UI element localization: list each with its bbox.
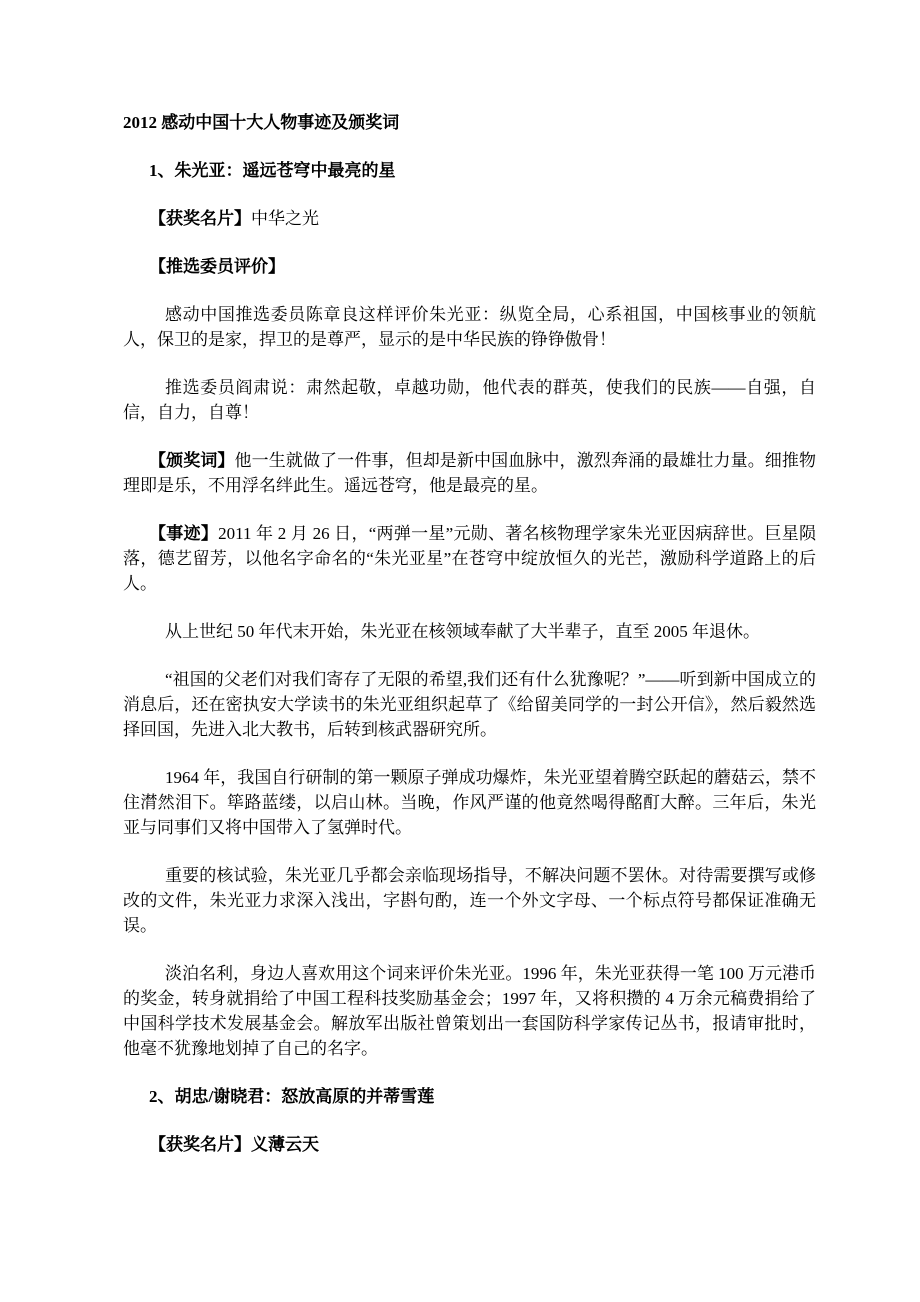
award-card-label-2: 【获奖名片】 [149,1135,251,1154]
document-title: 2012 感动中国十大人物事迹及颁奖词 [123,113,400,132]
committee-review-heading [123,254,816,279]
deeds-paragraph [123,521,816,596]
committee-review-label: 【推选委员评价】 [149,257,285,276]
paragraph-donations: 淡泊名利，身边人喜欢用这个词来评价朱光亚。1996 年，朱光亚获得一笔 100 万元港币的奖金，转身就捐给了中国工程科技奖励基金会；1997 年，又将积攒的 4 万余元稿费捐给了中国科学技术发展基金会。解放军出版社曾策划出一套国防科学家传记丛书，报请审批时，他毫不犹豫地划掉了自己的名字。 [123,964,816,1058]
paragraph-career: 从上世纪 50 年代末开始，朱光亚在核领域奉献了大半辈子，直至 2005 年退休。 [165,622,760,641]
award-card-label-1: 【获奖名片】 [149,209,251,228]
paragraph-open-letter: “祖国的父老们对我们寄存了无限的希望,我们还有什么犹豫呢？”——听到新中国成立的消息后，还在密执安大学读书的朱光亚组织起草了《给留美同学的一封公开信》，然后毅然选择回国，先进入北大教书，后转到核武器研究所。 [123,670,816,739]
paragraph-nuclear-tests: 重要的核试验，朱光亚几乎都会亲临现场指导，不解决问题不罢休。对待需要撰写或修改的文件，朱光亚力求深入浅出，字斟句酌，连一个外文字母、一个标点符号都保证准确无误。 [123,866,816,935]
paragraph-review-yan-su: 推选委员阎肃说：肃然起敬，卓越功勋，他代表的群英，使我们的民族——自强，自信，自力，自尊！ [123,378,816,422]
award-speech-label: 【颁奖词】 [149,451,235,470]
award-speech-text: 他一生就做了一件事，但却是新中国血脉中，激烈奔涌的最雄壮力量。细推物理即是乐，不用浮名绊此生。遥远苍穹，他是最亮的星。 [123,451,817,495]
award-card-line-2 [123,1132,816,1157]
section-2-heading: 2、胡忠/谢晓君：怒放高原的并蒂雪莲 [149,1087,435,1106]
section-1-heading: 1、朱光亚：遥远苍穹中最亮的星 [149,161,396,180]
deeds-label: 【事迹】 [149,524,219,543]
award-card-line-1 [123,206,816,231]
deeds-text: 2011 年 2 月 26 日，“两弹一星”元勋、著名核物理学家朱光亚因病辞世。巨星陨落，德艺留芳，以他名字命名的“朱光亚星”在苍穹中绽放恒久的光芒，激励科学道路上的后人。 [123,524,816,593]
award-speech-paragraph [123,448,816,498]
award-card-value-1: 中华之光 [251,209,319,228]
award-card-value-2: 义薄云天 [251,1135,319,1154]
paragraph-review-chen-zhangliang: 感动中国推选委员陈章良这样评价朱光亚：纵览全局，心系祖国，中国核事业的领航人，保卫的是家，捍卫的是尊严，显示的是中华民族的铮铮傲骨！ [123,305,816,349]
paragraph-1964-atomic-bomb: 1964 年，我国自行研制的第一颗原子弹成功爆炸，朱光亚望着腾空跃起的蘑菇云，禁不住潸然泪下。筚路蓝缕，以启山林。当晚，作风严谨的他竟然喝得酩酊大醉。三年后，朱光亚与同事们又将中国带入了氢弹时代。 [123,768,816,837]
